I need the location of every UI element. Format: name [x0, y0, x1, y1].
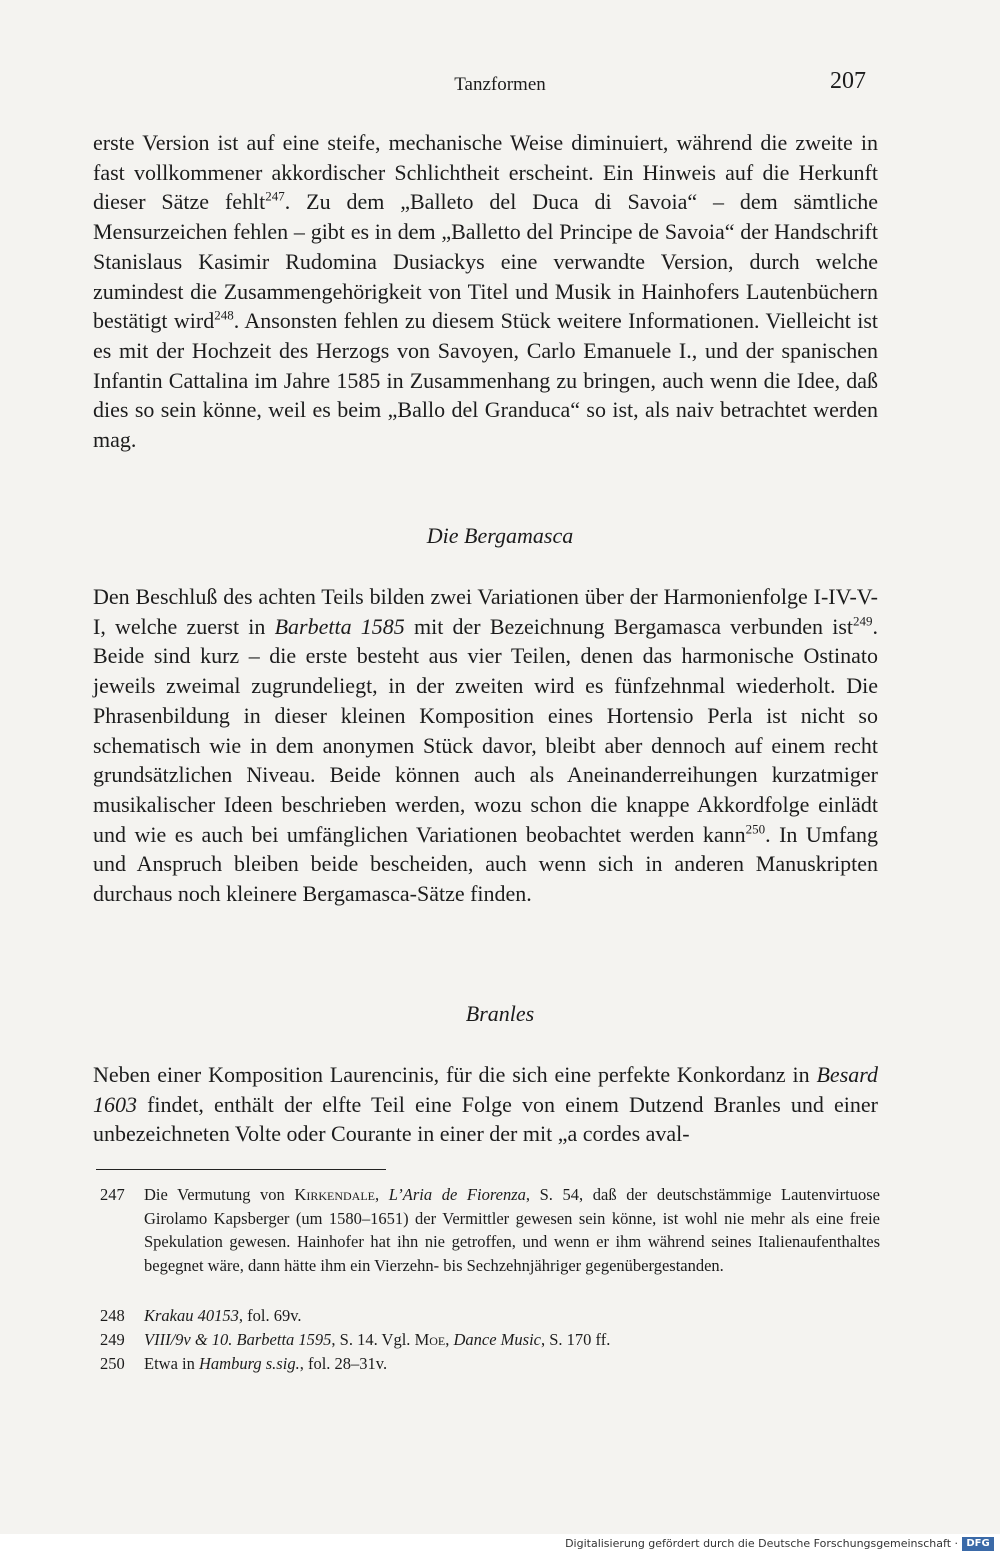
author-name: Moe: [414, 1330, 446, 1349]
footnote-text: Die Vermutung von Kirkendale, L’Aria de Fiorenza, S. 54, daß der deutschstämmige Lautenvirtuose Girolamo Kapsberger (um 1580–1651) der Vermittler gewesen sein könne, ist wohl nie mehr als eine freie Spekulation gewesen. Hainhofer hat ihn nie getroffen, und wenn er ihm während seines Italienaufenthaltes begegnet wäre, dann hätte ihm ein Vierzehn- bis Sechzehnjähriger gegenübergestanden.: [144, 1185, 880, 1276]
author-name: Kirkendale: [294, 1185, 375, 1204]
dfg-logo-icon[interactable]: DFG: [962, 1537, 994, 1551]
work-title: Krakau 40153: [144, 1306, 239, 1325]
footnote-number: 249: [100, 1330, 125, 1349]
footnote-rule: [96, 1169, 386, 1170]
text-run: . In Umfang und Anspruch bleiben beide bescheiden, auch wenn sich in anderen Manuskripten durchaus noch kleinere Bergamasca-Sätze finden.: [93, 821, 878, 907]
text-run: erste Version ist auf eine steife, mechanische Weise diminuiert, während die zweite in fast vollkommener akkordischer Schlichtheit erscheint. Ein Hinweis auf die Herkunft dieser Sätze fehlt: [93, 130, 878, 215]
footnote-ref-250[interactable]: 250: [745, 821, 766, 837]
work-title: Hamburg s.sig.: [199, 1354, 300, 1373]
paragraph-2: [93, 582, 878, 909]
section-heading-bergamasca: Die Bergamasca: [426, 523, 574, 548]
funding-footer: [0, 1534, 1000, 1555]
text-run: . Ansonsten fehlen zu diesem Stück weitere Informationen. Vielleicht ist es mit der Hochzeit des Herzogs von Savoyen, Carlo Emanuele I., und der spanischen Infantin Cattalina im Jahre 1585 in Zusammenhang zu bringen, auch wenn die Idee, daß dies so sein könne, weil es beim „Ballo del Granduca“ so ist, als naiv betrachtet werden mag.: [93, 308, 878, 453]
footnote-text: Etwa in Hamburg s.sig., fol. 28–31v.: [144, 1354, 388, 1373]
footnote-ref-248[interactable]: 248: [214, 307, 234, 323]
footnote-247: [100, 1183, 880, 1278]
source-siglum: Besard 1603: [93, 1062, 878, 1117]
text-run: mit der Bezeichnung Bergamasca verbunden ist: [404, 613, 854, 639]
paragraph-3: [93, 1060, 878, 1149]
footnote-ref-247[interactable]: 247: [265, 189, 285, 205]
work-title: Dance Music: [453, 1330, 541, 1349]
text-run: . Zu dem „Balleto del Duca di Savoia“ – dem sämtliche Mensurzeichen fehlen – gibt es in dem „Balletto del Principe de Savoia“ der Handschrift Stanislaus Kasimir Rudomina Dusiackys eine verwandte Version, durch welche zumindest die Zusammengehörigkeit von Titel und Musik in Hainhofers Lautenbüchern bestätigt wird: [93, 189, 878, 334]
footnote-text: Krakau 40153, fol. 69v.: [144, 1306, 302, 1325]
footnote-number: 247: [100, 1185, 125, 1204]
work-title: VIII/9v & 10. Barbetta 1595: [144, 1330, 332, 1349]
footnote-number: 248: [100, 1306, 125, 1325]
footnote-ref-249[interactable]: 249: [853, 613, 873, 629]
source-siglum: Barbetta 1585: [274, 613, 405, 639]
text-run: Den Beschluß des achten Teils bilden zwei Variationen über der Harmonienfolge I-IV-V-I, welche zuerst in: [93, 584, 878, 639]
section-heading-branles: Branles: [465, 1001, 535, 1026]
text-run: . Beide sind kurz – die erste besteht aus vier Teilen, denen das harmonische Ostinato jeweils zweimal zugrundeliegt, in der zweiten wird es fünfzehnmal wiederholt. Die Phrasenbildung in dieser kleinen Komposition eines Hortensio Perla ist nicht so schematisch wie in dem anonymen Stück davor, bleibt aber dennoch auf einem recht grundsätzlichen Niveau. Beide können auch als Aneinanderreihungen kurzatmiger musikalischer Ideen beschrieben werden, wozu schon die knappe Akkordfolge einlädt und wie es auch bei umfänglichen Variationen beobachtet werden kann: [93, 613, 879, 847]
paragraph-1: [93, 128, 878, 455]
footnote-text: VIII/9v & 10. Barbetta 1595, S. 14. Vgl. Moe, Dance Music, S. 170 ff.: [144, 1330, 611, 1349]
text-run: findet, enthält der elfte Teil eine Folge von einem Dutzend Branles und einer unbezeichneten Volte oder Courante in einer der mit „a cordes aval-: [93, 1091, 878, 1147]
funding-notice: Digitalisierung gefördert durch die Deutsche Forschungsgemeinschaft ·: [565, 1537, 958, 1550]
footnote-250: [100, 1352, 880, 1376]
page-number: 207: [830, 68, 866, 94]
text-run: Neben einer Komposition Laurencinis, für die sich eine perfekte Konkordanz in: [93, 1062, 817, 1087]
running-title: Tanzformen: [454, 74, 546, 95]
footnote-248: [100, 1304, 880, 1328]
work-title: L’Aria de Fiorenza: [388, 1185, 526, 1204]
footnote-249: [100, 1328, 880, 1352]
footnote-number: 250: [100, 1354, 125, 1373]
